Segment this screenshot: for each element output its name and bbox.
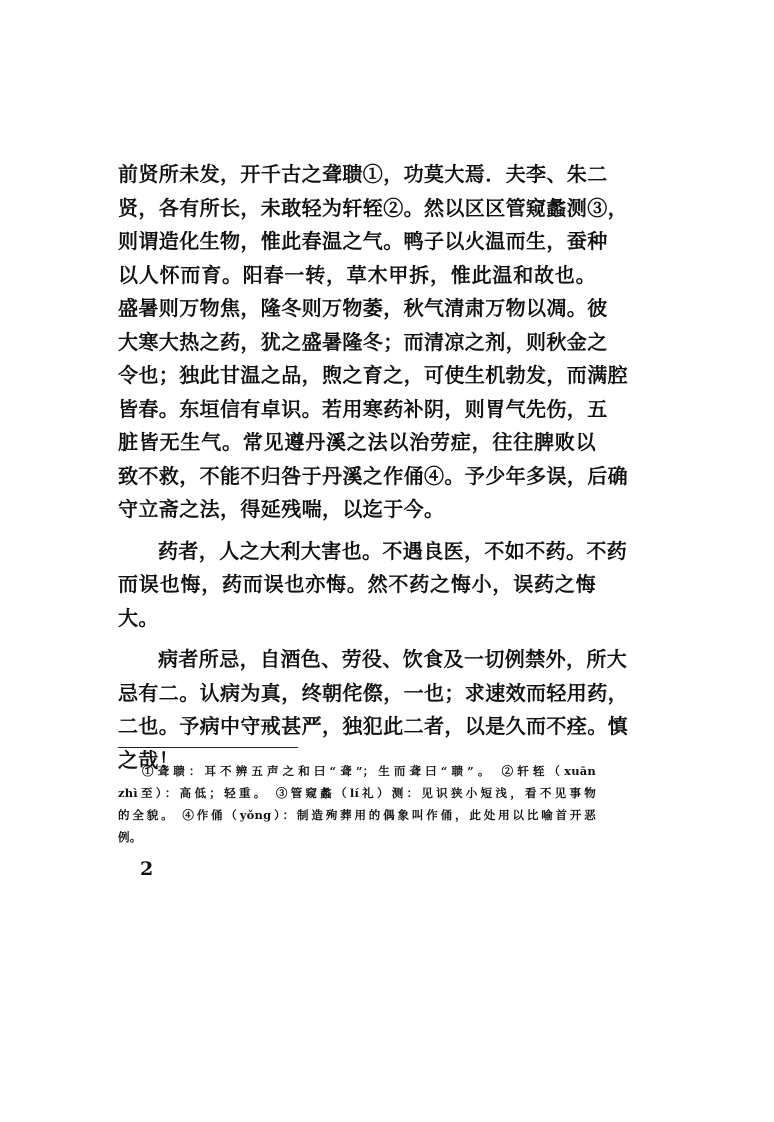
text-line: 脏皆无生气。常见遵丹溪之法以治劳症，往往脾败以 — [118, 430, 596, 454]
text-line: 而误也悔，药而误也亦悔。然不药之悔小，误药之悔 — [118, 572, 596, 596]
text-line: 令也；独此甘温之品，煦之育之，可使生机勃发，而满腔 — [118, 363, 628, 387]
footnote-line: 的全貌。 ④作俑（yǒng）：制造殉葬用的偶象叫作俑，此处用以比喻首开恶 — [118, 808, 596, 822]
text-line: 病者所忌，自酒色、劳役、饮食及一切例禁外，所大 — [158, 647, 628, 671]
main-text — [118, 158, 628, 777]
footnote-line: 例。 — [118, 830, 142, 844]
text-line: 药者，人之大利大害也。不遇良医，不如不药。不药 — [158, 538, 628, 563]
page-number: 2 — [140, 858, 154, 880]
text-line: 大。 — [118, 605, 159, 630]
text-line: 忌有二。认病为真，终朝侘傺，一也；求速效而轻用药， — [118, 680, 628, 705]
text-line: 致不救，不能不归咎于丹溪之作俑④。予少年多误，后确 — [118, 463, 628, 488]
text-line: 大寒大热之药，犹之盛暑隆冬；而清凉之剂，则秋金之 — [118, 329, 608, 354]
text-line: 皆春。东垣信有卓识。若用寒药补阴，则胃气先伤，五 — [118, 396, 608, 421]
text-line: 之哉！ — [118, 747, 180, 772]
text-line: 守立斋之法，得延残喘，以迄于今。 — [118, 497, 445, 521]
text-line: 前贤所未发，开千古之聋聩①，功莫大焉．夫李、朱二 — [118, 162, 608, 186]
text-line: 则谓造化生物，惟此春温之气。鸭子以火温而生，蚕种 — [118, 229, 608, 253]
footnotes — [118, 760, 596, 848]
footnote-line: zhì至）：高低；轻重。 ③管窥蠡（lí礼）测：见识狭小短浅，看不见事物 — [118, 786, 596, 800]
footnote-line: ①聋聩：耳不辨五声之和曰“聋”；生而聋曰“聩”。 ②轩轾（xuān — [142, 764, 596, 778]
text-line: 贤，各有所长，未敢轻为轩轾②。然以区区管窥蠡测③， — [118, 195, 628, 220]
text-line: 以人怀而育。阳春一转，草木甲拆，惟此温和故也。 — [118, 262, 596, 287]
text-line: 二也。予病中守戒甚严，独犯此二者，以是久而不痊。慎 — [118, 714, 628, 738]
text-line: 盛暑则万物焦，隆冬则万物萎，秋气清肃万物以凋。彼 — [118, 296, 608, 320]
footnote-divider — [118, 747, 298, 748]
